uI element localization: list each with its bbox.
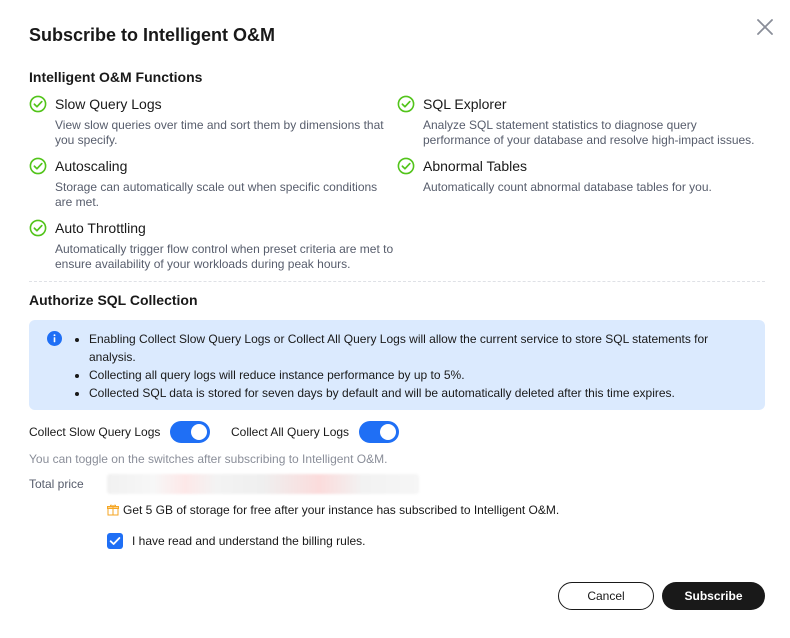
dialog-title: Subscribe to Intelligent O&M	[29, 25, 276, 45]
notice-list	[89, 330, 739, 402]
storage-promo	[107, 503, 559, 517]
switch-knob	[380, 424, 396, 440]
feature-description: Automatically trigger flow control when preset criteria are met to ensure availability of your workloads during peak hours.	[55, 242, 394, 271]
slow-query-switch[interactable]	[170, 421, 210, 443]
functions-heading: Intelligent O&M Functions	[29, 69, 203, 85]
close-icon[interactable]	[754, 16, 776, 38]
slow-query-toggle-label: Collect Slow Query Logs	[29, 425, 161, 439]
feature-description: Storage can automatically scale out when specific conditions are met.	[55, 180, 378, 209]
all-query-switch[interactable]	[359, 421, 399, 443]
feature-name: SQL Explorer	[423, 96, 507, 112]
check-circle-icon	[397, 157, 415, 175]
check-circle-icon	[29, 157, 47, 175]
switch-knob	[191, 424, 207, 440]
cancel-button[interactable]: Cancel	[558, 582, 654, 610]
billing-agreement-label: I have read and understand the billing rules.	[132, 534, 366, 548]
feature-name: Auto Throttling	[55, 220, 146, 236]
feature-description: Analyze SQL statement statistics to diagnose query performance of your database and resolve high-impact issues.	[423, 118, 755, 147]
authorize-heading: Authorize SQL Collection	[29, 292, 198, 308]
total-price-label: Total price	[29, 477, 84, 491]
slow-query-toggle-row	[29, 421, 210, 443]
billing-agreement-checkbox[interactable]	[107, 533, 123, 549]
check-circle-icon	[29, 219, 47, 237]
checkmark-icon	[107, 533, 123, 549]
price-value-blurred	[107, 474, 419, 494]
all-query-toggle-row	[231, 421, 399, 443]
feature-name: Autoscaling	[55, 158, 128, 174]
billing-agreement[interactable]	[107, 533, 366, 549]
notice-item: • Enabling Collect Slow Query Logs or Collect All Query Logs will allow the current service to store SQL statements for analysis.	[89, 330, 739, 366]
toggle-hint: You can toggle on the switches after subscribing to Intelligent O&M.	[29, 452, 388, 466]
check-circle-icon	[397, 95, 415, 113]
feature-name: Slow Query Logs	[55, 96, 162, 112]
notice-item: • Collected SQL data is stored for seven days by default and will be automatically deleted after this time expires.	[89, 384, 739, 402]
feature-name: Abnormal Tables	[423, 158, 528, 174]
info-notice	[29, 320, 765, 410]
section-divider	[29, 281, 765, 282]
feature-description: View slow queries over time and sort them by dimensions that you specify.	[55, 118, 384, 147]
notice-item: • Collecting all query logs will reduce instance performance by up to 5%.	[89, 366, 739, 384]
gift-icon	[107, 504, 119, 516]
promo-text: Get 5 GB of storage for free after your instance has subscribed to Intelligent O&M.	[123, 503, 560, 517]
info-icon	[47, 331, 62, 346]
check-circle-icon	[29, 95, 47, 113]
subscribe-button[interactable]: Subscribe	[662, 582, 765, 610]
all-query-toggle-label: Collect All Query Logs	[231, 425, 350, 439]
feature-description: Automatically count abnormal database tables for you.	[423, 180, 712, 194]
